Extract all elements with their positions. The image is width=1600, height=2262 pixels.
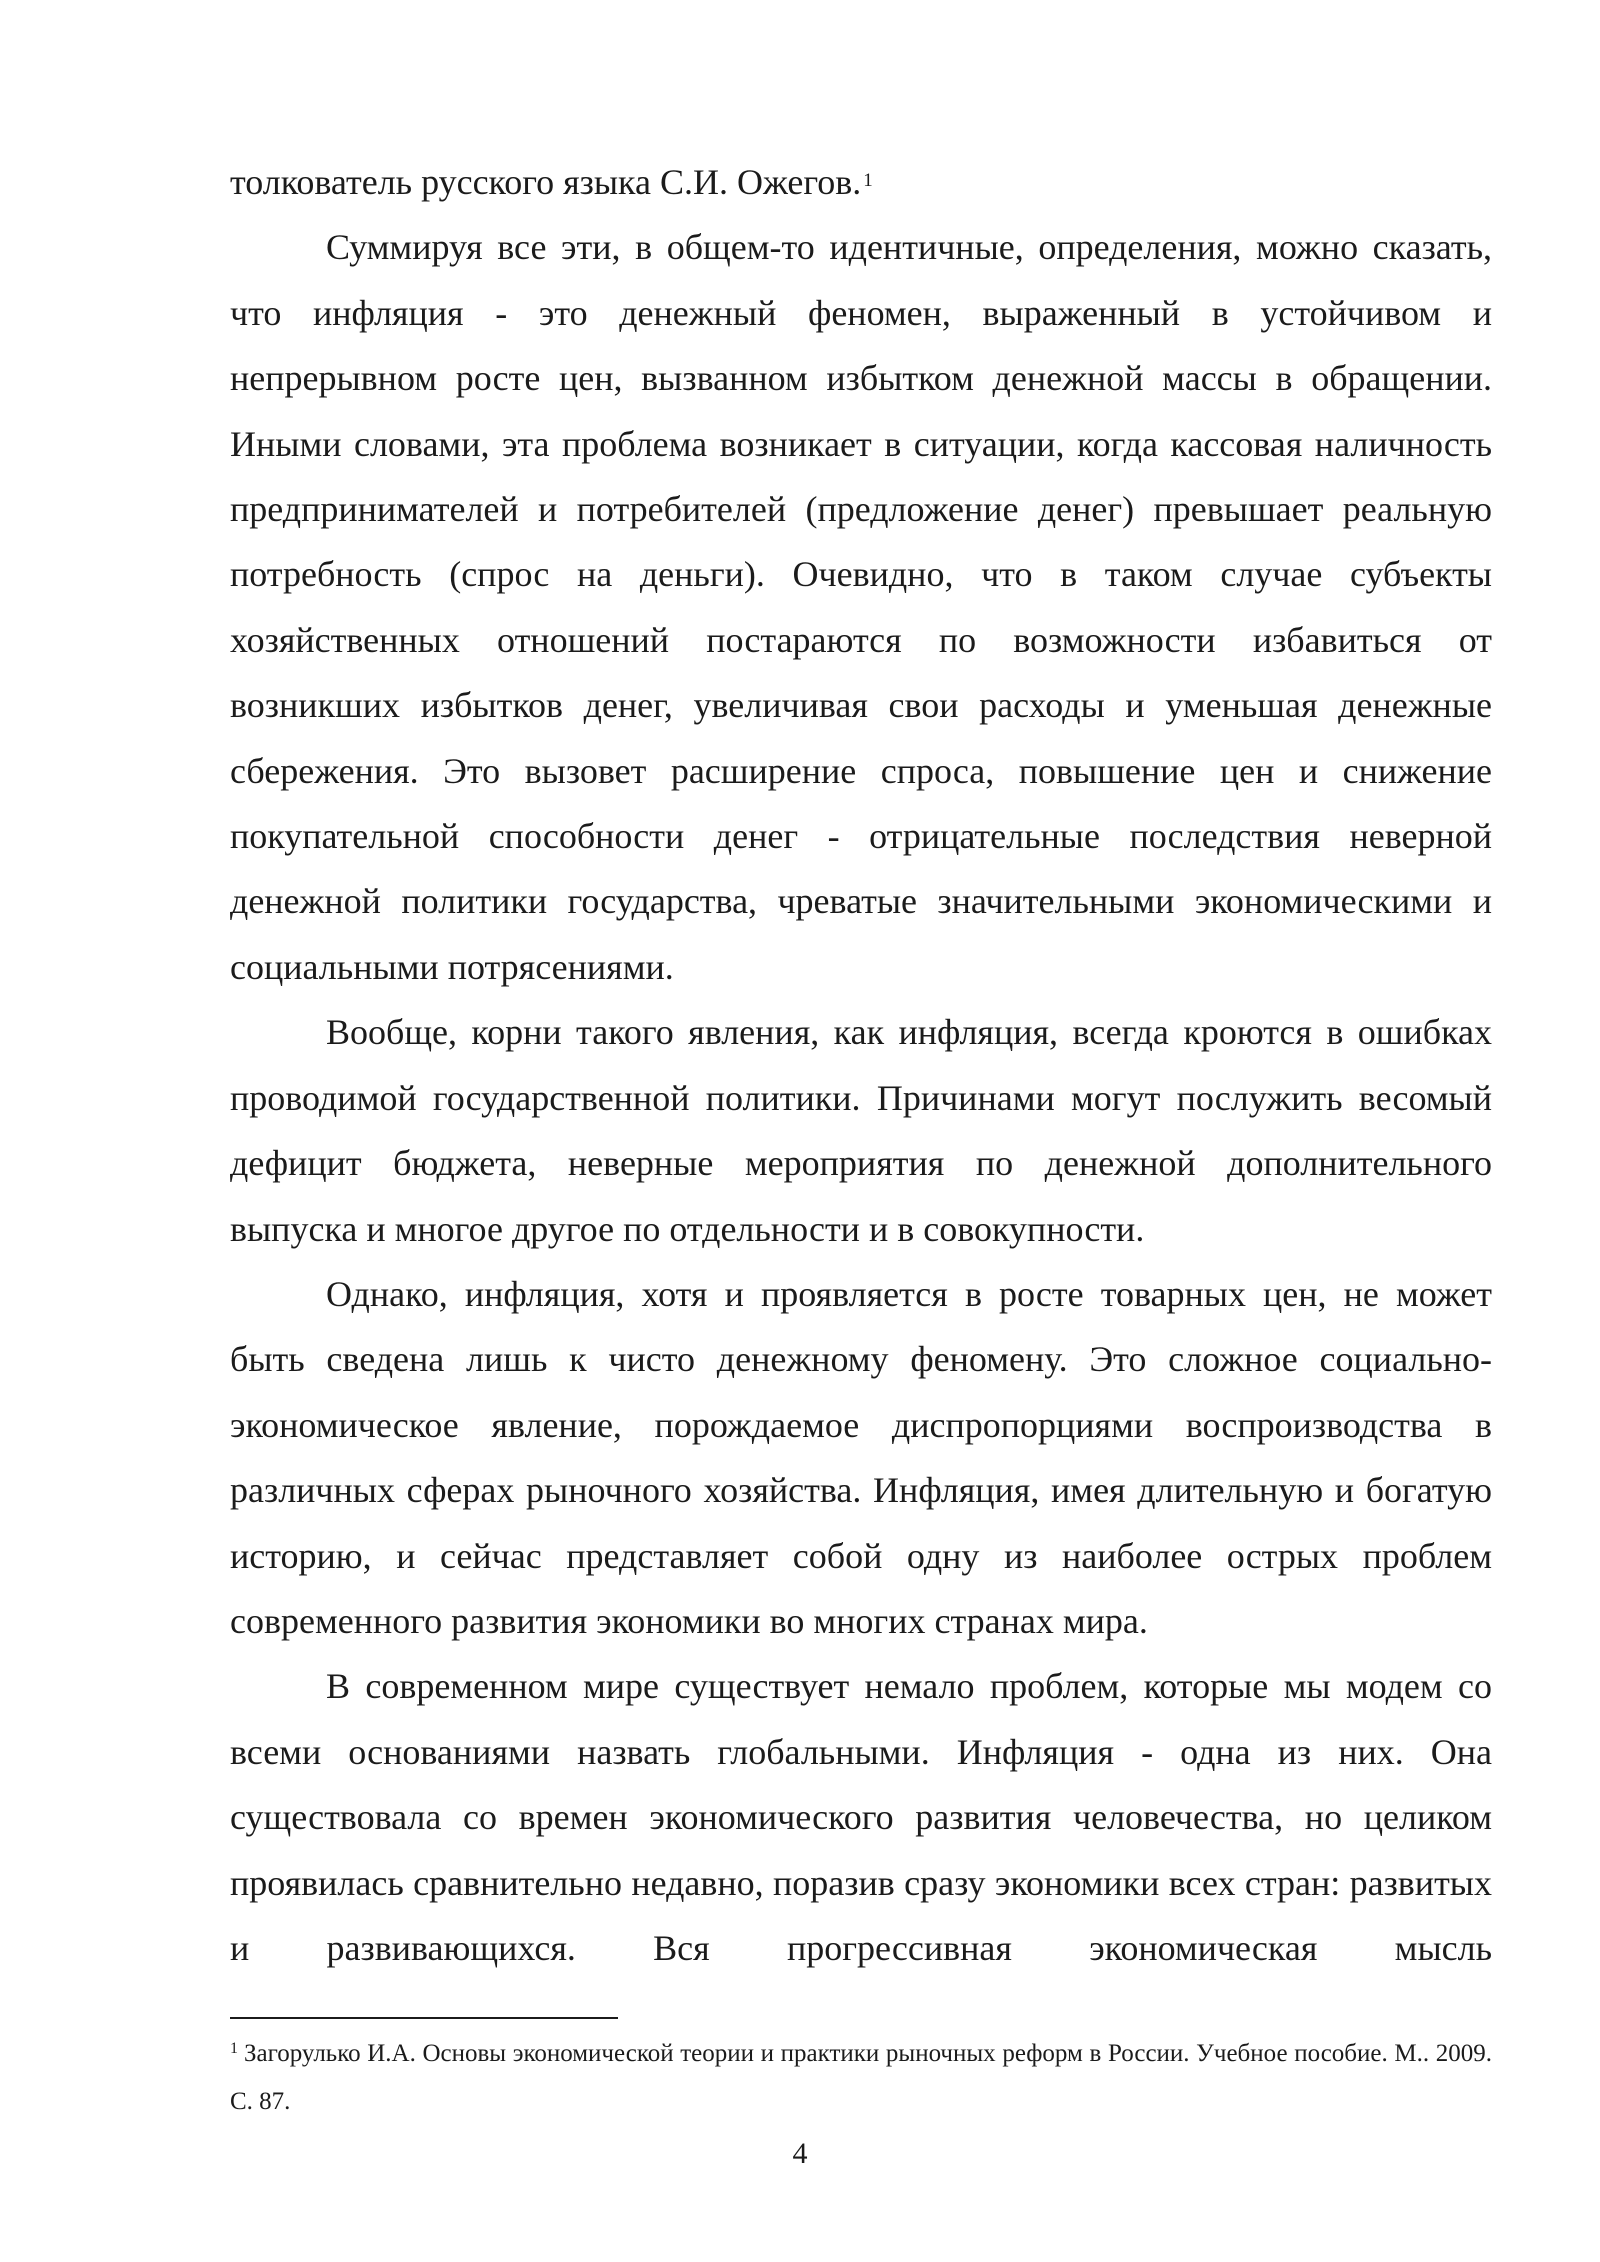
- footnote-text: Загорулько И.А. Основы экономической теории и практики рыночных реформ в России. Учебное пособие. М.. 2009. С. 87.: [230, 2040, 1492, 2115]
- footnote-separator: [230, 2017, 618, 2019]
- first-line: [230, 150, 1492, 215]
- paragraph: В современном мире существует немало проблем, которые мы модем со всеми основаниями назвать глобальными. Инфляция - одна из них. Она существовала со времен экономического развития человечества, но целиком проявилась сравнительно недавно, поразив сразу экономики всех стран: развитых и развивающихся. Вся прогрессивная экономическая мысль: [230, 1666, 1492, 1968]
- paragraph: Однако, инфляция, хотя и проявляется в росте товарных цен, не может быть сведена лишь к чисто денежному феномену. Это сложное социально-экономическое явление, порождаемое диспропорциями воспроизводства в различных сферах рыночного хозяйства. Инфляция, имея длительную и богатую историю, и сейчас представляет собой одну из наиболее острых проблем современного развития экономики во многих странах мира.: [230, 1273, 1492, 1641]
- footnote: [230, 2030, 1492, 2126]
- paragraph: Вообще, корни такого явления, как инфляция, всегда кроются в ошибках проводимой государственной политики. Причинами могут послужить весомый дефицит бюджета, неверные мероприятия по денежной дополнительного выпуска и многое другое по отдельности и в совокупности.: [230, 1012, 1492, 1249]
- footnote-reference[interactable]: 1: [863, 170, 873, 191]
- body-text: [230, 150, 1492, 1981]
- first-line-text: толкователь русского языка С.И. Ожегов.: [230, 162, 862, 202]
- footnote-number: 1: [230, 2040, 238, 2057]
- paragraph: Суммируя все эти, в общем-то идентичные, определения, можно сказать, что инфляция - это денежный феномен, выраженный в устойчивом и непрерывном росте цен, вызванном избытком денежной массы в обращении. Иными словами, эта проблема возникает в ситуации, когда кассовая наличность предпринимателей и потребителей (предложение денег) превышает реальную потребность (спрос на деньги). Очевидно, что в таком случае субъекты хозяйственных отношений постараются по возможности избавиться от возникших избытков денег, увеличивая свои расходы и уменьшая денежные сбережения. Это вызовет расширение спроса, повышение цен и снижение покупательной способности денег - отрицательные последствия неверной денежной политики государства, чреватые значительными экономическими и социальными потрясениями.: [230, 227, 1492, 987]
- page-number: 4: [792, 2137, 808, 2170]
